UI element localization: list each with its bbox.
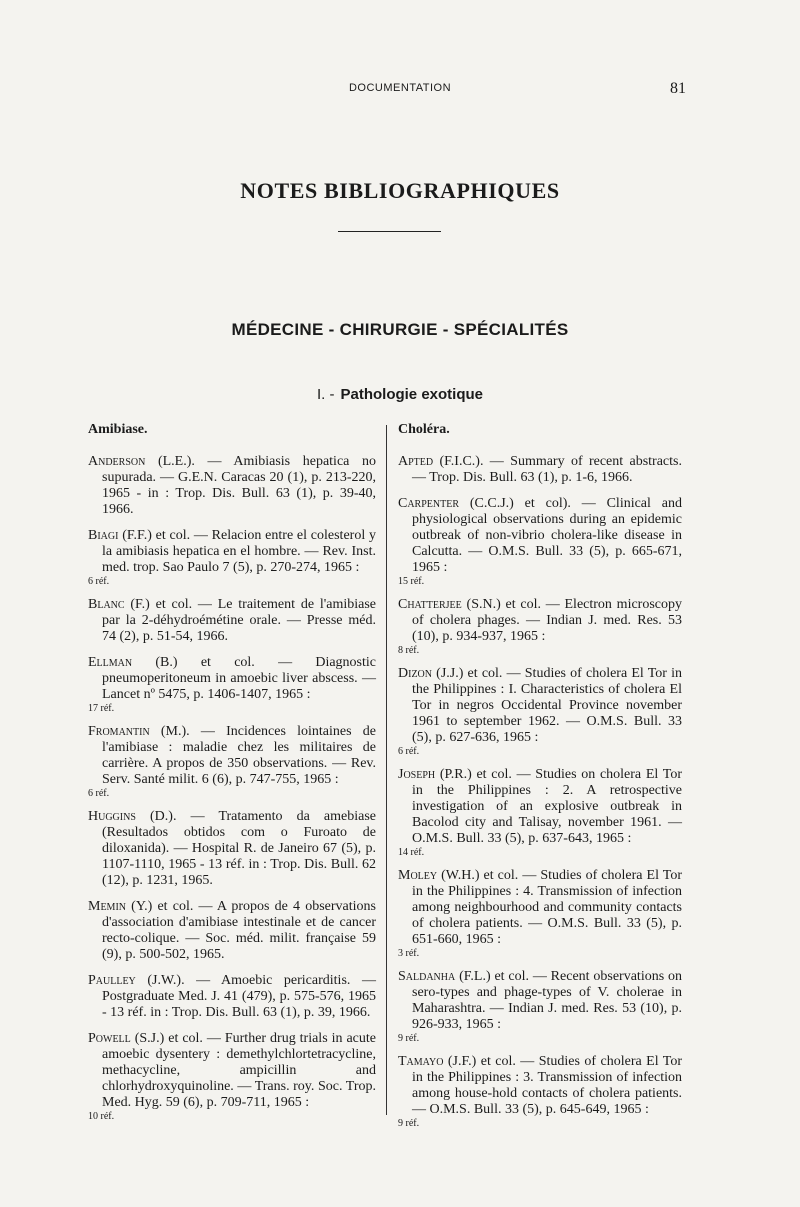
entry-author: Moley (W.H.) xyxy=(398,868,480,883)
entry-citation: et col. — Recent observations on sero-types and phage-types of V. cholerae in Maharashtra. — Indian J. med. Res. 53 (10), p. 926-933, 1965 : xyxy=(412,969,683,1032)
bibliography-entry xyxy=(88,899,376,963)
entry-author: Anderson (L.E.). xyxy=(88,454,195,469)
entry-citation: et col. — Studies of cholera El Tor in the Philippines : I. Characteristics of cholera El Tor in negros Occidental Province november 1961 to september 1962. — O.M.S. Bull. 33 (5), p. 627-636, 1965 : xyxy=(412,666,682,745)
entry-author: Blanc (F.) xyxy=(88,597,150,612)
entry-citation: et col. — Relacion entre el colesterol y la amibiasis hepatica en el hombre. — Rev. Inst. med. trop. Sao Paulo 7 (5), p. 270-274, 1965 : xyxy=(102,528,376,575)
bibliography-entry xyxy=(398,597,682,656)
entry-author: Memin (Y.) xyxy=(88,899,153,914)
entry-citation: — Summary of recent abstracts. — Trop. Dis. Bull. 63 (1), p. 1-6, 1966. xyxy=(412,454,682,485)
topic-heading: Amibiase. xyxy=(88,422,148,437)
subsection-title xyxy=(250,386,550,403)
entry-reference-count: 9 réf. xyxy=(398,1118,420,1129)
bibliography-entry xyxy=(88,724,376,799)
entry-author: Apted (F.I.C.). xyxy=(398,454,484,469)
title-rule xyxy=(338,231,441,232)
entry-citation: et col. — Further drug trials in acute amoebic dysentery : demethylchlortetracycline, methacycline, ampicillin and chlorhydroxyquinoline. — Trans. roy. Soc. Trop. Med. Hyg. 59 (6), p. 709-711, 1965 : xyxy=(102,1031,376,1110)
entry-reference-count: 6 réf. xyxy=(88,576,110,587)
entry-reference-count: 8 réf. xyxy=(398,645,420,656)
entry-author: Tamayo (J.F.) xyxy=(398,1054,477,1069)
bibliography-entry xyxy=(398,496,682,587)
entry-author: Saldanha (F.L.) xyxy=(398,969,491,984)
entry-author: Paulley (J.W.). xyxy=(88,973,185,988)
entry-citation: et col). — Clinical and physiological observations during an epidemic outbreak of non-vibrio cholera-like disease in Calcutta. — O.M.S. Bull. 33 (5), p. 665-671, 1965 : xyxy=(412,496,682,575)
entry-citation: et col. — Studies on cholera El Tor in the Philippines : 2. A retrospective investigation of an explosive outbreak in Bacolod city and Talisay, november 1961. — O.M.S. Bull. 33 (5), p. 637-643, 1965 : xyxy=(412,767,682,846)
entry-citation: et col. — Diagnostic pneumoperitoneum in amoebic liver abscess. — Lancet nº 5475, p. 1406-1407, 1965 : xyxy=(102,655,376,702)
entry-reference-count: 10 réf. xyxy=(88,1111,115,1122)
running-header xyxy=(0,80,800,100)
entry-reference-count: 9 réf. xyxy=(398,1033,420,1044)
right-column xyxy=(398,422,682,1139)
entry-reference-count: 15 réf. xyxy=(398,576,425,587)
entry-reference-count: 17 réf. xyxy=(88,703,115,714)
bibliography-entry xyxy=(398,454,682,486)
bibliography-entry xyxy=(398,969,682,1044)
entry-author: Huggins (D.). xyxy=(88,809,177,824)
entry-citation: et col. — Electron microscopy of cholera phages. — Indian J. med. Res. 53 (10), p. 934-937, 1965 : xyxy=(412,597,682,644)
entry-reference-count: 14 réf. xyxy=(398,847,425,858)
running-title: DOCUMENTATION xyxy=(348,82,452,94)
entry-citation: — Amibiasis hepatica no supurada. — G.E.N. Caracas 20 (1), p. 213-220, 1965 - in : Trop. Dis. Bull. 63 (1), p. 39-40, 1966. xyxy=(102,454,376,517)
entry-citation: — Amoebic pericarditis. — Postgraduate Med. J. 41 (479), p. 575-576, 1965 - 13 réf. in : Trop. Dis. Bull. 63 (1), p. 39, 1966. xyxy=(102,973,376,1020)
entry-reference-count: 3 réf. xyxy=(398,948,420,959)
entry-citation: — Incidences lointaines de l'amibiase : maladie chez les militaires de carrière. A propos de 350 observations. — Rev. Serv. Santé milit. 6 (6), p. 747-755, 1965 : xyxy=(102,724,376,787)
entry-citation: et col. — Studies of cholera El Tor in the Philippines : 4. Transmission of infection among neighbourhood and community contacts of cholera patients. — O.M.S. Bull. 33 (5), p. 651-660, 1965 : xyxy=(412,868,682,947)
topic-heading: Choléra. xyxy=(398,422,450,437)
entry-author: Ellman (B.) xyxy=(88,655,178,670)
subsection-label: Pathologie exotique xyxy=(340,386,483,403)
column-divider xyxy=(386,425,387,1115)
bibliography-entry xyxy=(398,1054,682,1129)
entry-author: Dizon (J.J.) xyxy=(398,666,464,681)
bibliography-entry xyxy=(398,868,682,959)
entry-reference-count: 6 réf. xyxy=(88,788,110,799)
section-title: MÉDECINE - CHIRURGIE - SPÉCIALITÉS xyxy=(231,320,569,339)
left-column xyxy=(88,422,376,1132)
page-title: NOTES BIBLIOGRAPHIQUES xyxy=(240,178,560,203)
entry-author: Fromantin (M.). xyxy=(88,724,190,739)
bibliography-entry xyxy=(88,528,376,587)
bibliography-entry xyxy=(88,597,376,645)
bibliography-entry xyxy=(398,666,682,757)
entry-citation: et col. — Studies of cholera El Tor in the Philippines : 3. Transmission of infection among house-hold contacts of cholera patients. — O.M.S. Bull. 33 (5), p. 645-649, 1965 : xyxy=(412,1054,682,1117)
entry-author: Chatterjee (S.N.) xyxy=(398,597,501,612)
entry-author: Joseph (P.R.) xyxy=(398,767,472,782)
subsection-number: I. - xyxy=(316,386,335,403)
entry-author: Biagi (F.F.) xyxy=(88,528,152,543)
page-number: 81 xyxy=(670,80,686,97)
entry-reference-count: 6 réf. xyxy=(398,746,420,757)
entry-author: Carpenter (C.C.J.) xyxy=(398,496,514,511)
entry-citation: et col. — A propos de 4 observations d'association d'amibiase intestinale et de cancer recto-colique. — Soc. méd. milit. française 59 (9), p. 500-502, 1965. xyxy=(102,899,376,962)
entry-citation: — Tratamento da amebiase (Resultados obtidos com o Furoato de diloxanida). — Hospital R. de Janeiro 67 (5), p. 1107-1110, 1965 - 13 réf. in : Trop. Dis. Bull. 62 (12), p. 1231, 1965. xyxy=(102,809,377,888)
bibliography-entry xyxy=(398,767,682,858)
bibliography-entry xyxy=(88,973,376,1021)
entry-author: Powell (S.J.) xyxy=(88,1031,165,1046)
bibliography-entry xyxy=(88,809,376,889)
bibliography-entry xyxy=(88,655,376,714)
bibliography-entry xyxy=(88,1031,376,1122)
entry-citation: et col. — Le traitement de l'amibiase par la 2-déhydroémétine orale. — Presse méd. 74 (2), p. 51-54, 1966. xyxy=(102,597,376,644)
bibliography-entry xyxy=(88,454,376,518)
